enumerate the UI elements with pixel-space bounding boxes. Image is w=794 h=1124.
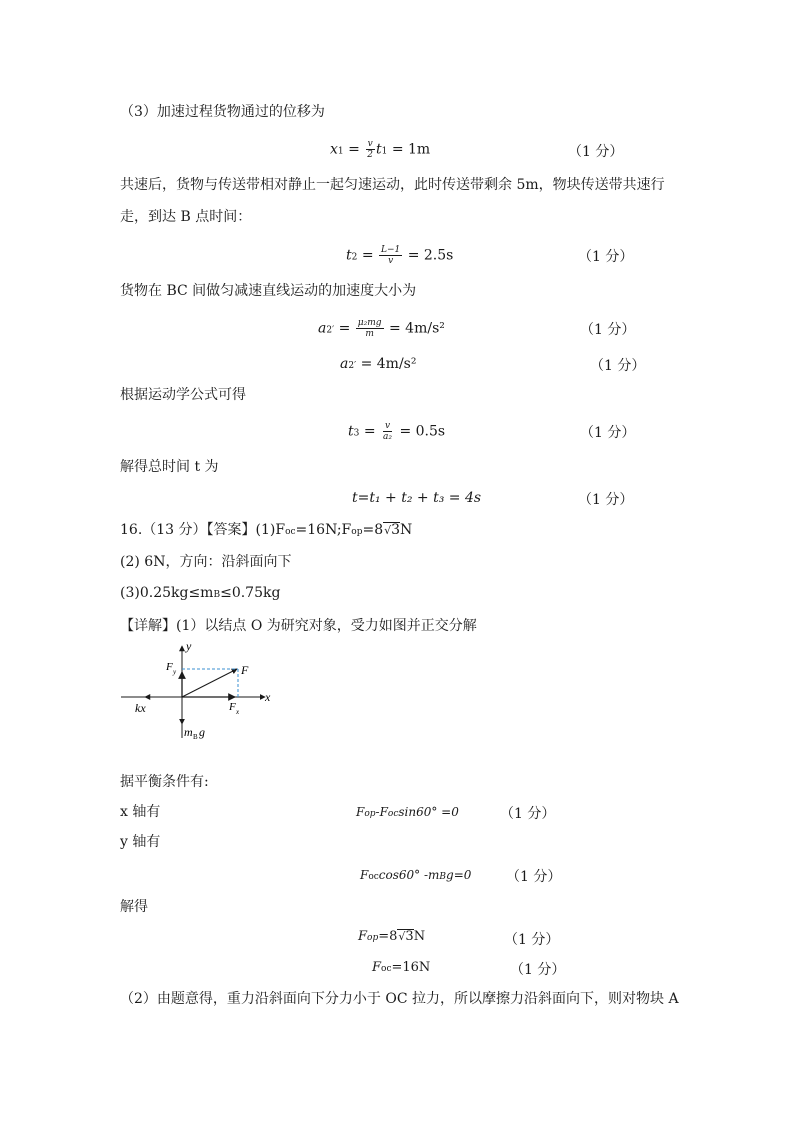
ans3-sub: B xyxy=(213,590,221,600)
score-fop: （1 分） xyxy=(504,932,560,948)
equation-x-balance xyxy=(356,803,459,823)
question-16-answer xyxy=(120,521,412,541)
equation-a2-first: a2′ = $\frac{\text{μ₂mg}}{m}$ = 4m/s² xyxy=(318,318,445,339)
label-fy-sub: y xyxy=(173,668,177,676)
q16-sqrt-value: 3 xyxy=(391,522,401,538)
score-y-balance: （1 分） xyxy=(506,869,562,885)
label-mbg: m xyxy=(184,725,193,739)
eq-a2a-sub: 2 xyxy=(326,325,333,336)
score-foc: （1 分） xyxy=(510,962,566,978)
eqx-rest: sin60° =0 xyxy=(398,805,459,819)
q16-sub-oc: oc xyxy=(285,527,296,537)
equation-total-time: t=t₁ + t₂ + t₃ = 4s xyxy=(352,490,482,506)
score-a2-first: （1 分） xyxy=(580,322,636,338)
sol1-unit: N xyxy=(413,929,426,944)
eq-a2b-lhs: a xyxy=(340,356,349,372)
sol1-sqrt xyxy=(397,929,413,944)
section3-intro: （3）加速过程货物通过的位移为 xyxy=(120,104,325,120)
detail-intro: 【详解】(1）以结点 O 为研究对象，受力如图并正交分解 xyxy=(120,618,477,634)
eq-t2-rhs: = 2.5s xyxy=(407,247,454,264)
eq-x1-num: v xyxy=(367,139,373,149)
equation-t2: t2 = $\frac{L-1}{v}$ = 2.5s xyxy=(346,245,454,266)
eqy-f1: F xyxy=(360,868,369,882)
label-fy: F xyxy=(166,661,173,673)
score-x-balance: （1 分） xyxy=(500,806,556,822)
eqx-mid: -F xyxy=(375,805,388,819)
paragraph-1-line-1: 共速后，货物与传送带相对静止一起匀速运动，此时传送带剩余 5m，物块传送带共速行 xyxy=(120,177,665,193)
eq-t3-den: a₂ xyxy=(383,432,392,442)
q16-sqrt xyxy=(383,522,400,538)
q16-sub-op: op xyxy=(351,527,363,537)
eq-t3-rhs: = 0.5s xyxy=(399,423,446,440)
q16-unit: N xyxy=(400,522,413,538)
eq-t2-num: L−1 xyxy=(381,245,401,255)
x-axis-label: x 轴有 xyxy=(120,804,161,820)
equation-a2-second xyxy=(340,355,416,375)
sol1-sqrt-value: 3 xyxy=(405,929,414,944)
label-x-axis: x xyxy=(265,690,271,704)
eqy-sub1: oc xyxy=(368,872,379,882)
score-total-time: （1 分） xyxy=(578,492,634,508)
label-mbg-g: g xyxy=(199,725,205,739)
solution-fop xyxy=(358,928,425,947)
label-y-axis: y xyxy=(186,639,192,653)
paragraph-3: 根据运动学公式可得 xyxy=(120,387,246,403)
eqy-mid: cos60° -m xyxy=(378,868,440,882)
eq-a2a-num: μ₂mg xyxy=(357,318,382,328)
eqx-f1: F xyxy=(356,805,365,819)
solution-foc xyxy=(372,959,430,978)
eq-a2b-sub: 2 xyxy=(348,361,355,371)
eq-x1-sub: 1 xyxy=(337,146,344,157)
eq-t2-sub: 2 xyxy=(351,252,358,263)
paragraph-4: 解得总时间 t 为 xyxy=(120,459,219,475)
eq-t2-den: v xyxy=(388,256,394,266)
score-a2-second: （1 分） xyxy=(590,358,646,374)
sol2-f: F xyxy=(372,960,382,975)
eqx-sub1: op xyxy=(364,809,376,819)
sol1-rest: =8 xyxy=(378,929,398,944)
eqy-sub2: B xyxy=(439,872,447,882)
eq-a2a-prime: ′ xyxy=(332,325,335,336)
force-diagram xyxy=(115,638,285,748)
equation-x1: x1 = $\frac{v}{2}$ t1 = 1m xyxy=(330,139,431,160)
paragraph-2: 货物在 BC 间做匀减速直线运动的加速度大小为 xyxy=(120,283,417,299)
sol1-f: F xyxy=(358,929,368,944)
eq-a2b-prime: ′ xyxy=(354,361,357,371)
balance-intro: 据平衡条件有: xyxy=(120,774,209,790)
eq-a2b-rhs: = 4m/s² xyxy=(360,356,417,372)
eq-x1-den: 2 xyxy=(367,150,374,160)
eq-x1-lhs: x xyxy=(330,141,338,158)
eq-t2-lhs: t xyxy=(346,247,352,264)
eq-x1-t: t xyxy=(376,141,382,158)
eq-a2a-den: m xyxy=(365,329,374,339)
tension-force-arrow xyxy=(182,669,237,697)
eq-a2a-fraction xyxy=(356,318,384,339)
answer-part-3 xyxy=(120,584,280,604)
label-fx-sub: x xyxy=(236,708,240,716)
label-fx: F xyxy=(229,701,236,713)
eq-x1-rhs: = 1m xyxy=(391,141,431,158)
section2-text: （2）由题意得，重力沿斜面向下分力小于 OC 拉力，所以摩擦力沿斜面向下，则对物块 A xyxy=(120,991,679,1007)
eq-x1-fraction xyxy=(365,139,375,160)
sol1-radical-sign: √ xyxy=(398,930,406,943)
score-t2: （1 分） xyxy=(578,249,634,265)
q16-header-rest-2: =8 xyxy=(362,522,384,538)
paragraph-1-line-2: 走，到达 B 点时间： xyxy=(120,209,252,225)
eq-x1-t-sub: 1 xyxy=(381,146,388,157)
solve-label: 解得 xyxy=(120,899,148,915)
label-kx: kx xyxy=(135,701,146,715)
eq-a2a-lhs: a xyxy=(318,320,327,337)
q16-header: 16.（13 分）【答案】(1)F xyxy=(120,522,286,538)
label-f: F xyxy=(241,663,249,677)
y-axis-label: y 轴有 xyxy=(120,834,161,850)
eq-t3-num: v xyxy=(384,421,391,431)
radical-sign: √ xyxy=(384,524,392,537)
eqy-rest: g=0 xyxy=(446,868,472,882)
q16-header-rest-1: =16N;F xyxy=(295,522,352,538)
eq-t3-lhs: t xyxy=(348,423,354,440)
equation-y-balance xyxy=(360,866,471,886)
equation-t3: t3 = $\frac{v}{\text{a₂}}$ = 0.5s xyxy=(348,421,446,442)
eq-t3-sub: 3 xyxy=(353,428,360,439)
sol1-sub: op xyxy=(367,933,379,943)
answer-part-2: (2) 6N，方向：沿斜面向下 xyxy=(120,554,292,570)
eqx-sub2: oc xyxy=(387,809,399,819)
ans3-rest: ≤0.75kg xyxy=(220,585,281,601)
eq-t2-fraction xyxy=(379,245,402,266)
sol2-rest: =16N xyxy=(391,960,431,975)
sol2-sub: oc xyxy=(381,964,392,974)
ans3-text: (3)0.25kg≤m xyxy=(120,585,214,601)
label-mbg-sub: B xyxy=(193,733,198,741)
score-x1: （1 分） xyxy=(568,144,624,160)
eq-a2a-rhs: = 4m/s² xyxy=(389,320,445,337)
eq-t3-fraction xyxy=(381,421,394,442)
score-t3: （1 分） xyxy=(580,425,636,441)
